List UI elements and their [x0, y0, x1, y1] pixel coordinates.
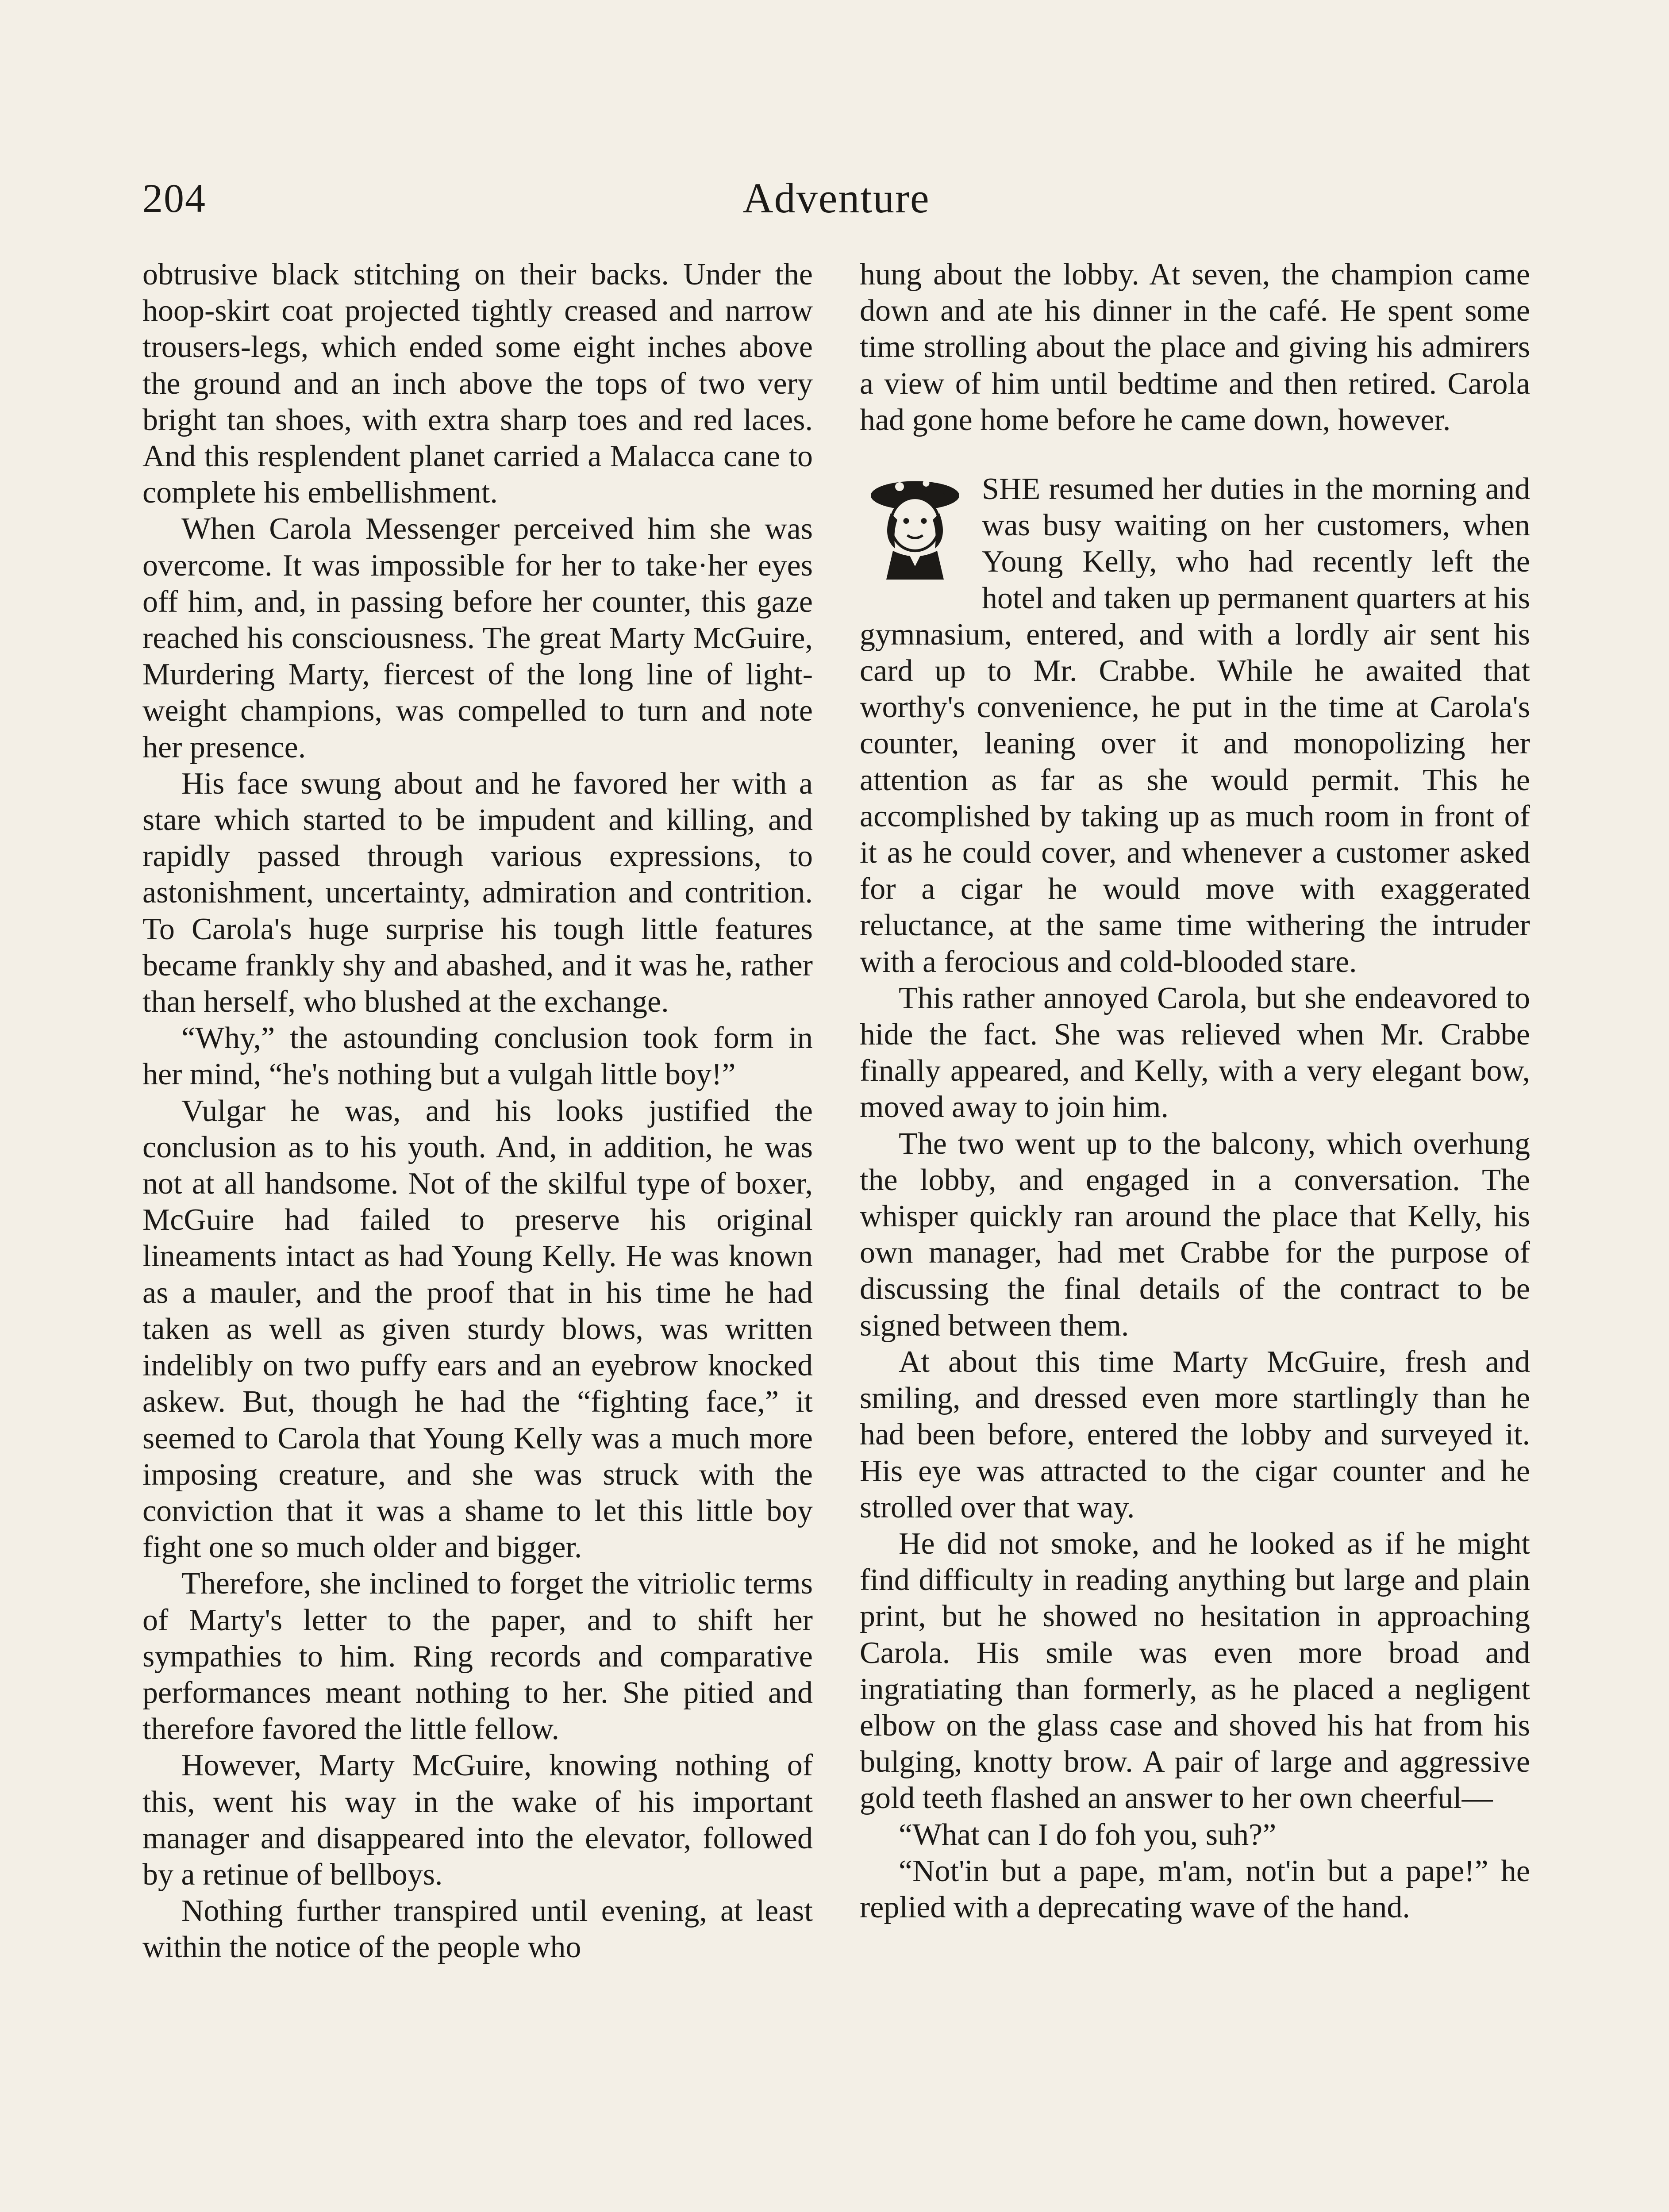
section-opening-paragraph: SHE resumed her duties in the morning and was busy waiting on her customers, when Young Kelly, who had recently left the hotel and taken up permanent quarters at his gymnasium, entered, and with a lordly air sent his card up to Mr. Crabbe. While he awaited that worthy's convenience, he put in the time at Carola's counter, leaning over it and monopolizing her attention as far as she would permit. This he accomplished by taking up as much room in front of it as he could cover, and whenever a customer asked for a cigar he would move with exaggerated reluctance, at the same time withering the intruder with a ferocious and cold-blooded stare.	[860, 472, 1530, 979]
page-number: 204	[142, 176, 206, 221]
page-header	[142, 172, 1530, 229]
paragraph: When Carola Messenger perceived him she was overcome. It was impossible for her to take·her eyes off him, and, in passing before her counter, this gaze reached his consciousness. The great Marty McGuire, Murdering Marty, fiercest of the long line of light-weight champions, was compelled to turn and note her presence.	[142, 512, 813, 764]
paragraph: “Not'in but a pape, m'am, not'in but a pape!” he replied with a deprecating wave of the hand.	[860, 1854, 1530, 1924]
paragraph: Vulgar he was, and his looks justified the conclusion as to his youth. And, in addition, he was not at all handsome. Not of the skilful type of boxer, McGuire had failed to preserve his original lineaments intact as had Young Kelly. He was known as a mauler, and the proof that in his time he had taken as well as given sturdy blows, was written indelibly on two puffy ears and an eyebrow knocked askew. But, though he had the “fighting face,” it seemed to Carola that Young Kelly was a much more imposing creature, and she was struck with the conviction that it was a shame to let this little boy fight one so much older and bigger.	[142, 1094, 813, 1565]
paragraph: Nothing further transpired until evening, at least within the notice of the people who	[142, 1894, 813, 1965]
paragraph: He did not smoke, and he looked as if he might find difficulty in reading anything but large and plain print, but he showed no hesitation in approaching Carola. His smile was even more broad and ingratiating than formerly, as he placed a negligent elbow on the glass case and shoved his hat from his bulging, knotty brow. A pair of large and aggressive gold teeth flashed an answer to her own cheerful—	[860, 1526, 1530, 1816]
woman-in-hat-illustration	[860, 471, 970, 582]
woman-in-hat-icon	[860, 471, 970, 582]
paragraph: His face swung about and he favored her with a stare which started to be impudent and killing, and rapidly passed through various expressions, to astonishment, uncertainty, admiration and contrition. To Carola's huge surprise his tough little features became frankly shy and abashed, and it was he, rather than herself, who blushed at the exchange.	[142, 766, 813, 1019]
right-column	[860, 257, 1530, 1926]
paragraph: “Why,” the astounding conclusion took form in her mind, “he's nothing but a vulgah little boy!”	[142, 1021, 813, 1092]
paragraph: “What can I do foh you, suh?”	[899, 1817, 1277, 1852]
paragraph: This rather annoyed Carola, but she endeavored to hide the fact. She was relieved when Mr. Crabbe finally appeared, and Kelly, with a very elegant bow, moved away to join him.	[860, 981, 1530, 1125]
paragraph: hung about the lobby. At seven, the champion came down and ate his dinner in the café. He spent some time strolling about the place and giving his admirers a view of him until bedtime and then retired. Carola had gone home before he came down, however.	[860, 257, 1530, 437]
running-title: Adventure	[742, 174, 930, 222]
paragraph: The two went up to the balcony, which overhung the lobby, and engaged in a conversation. The whisper quickly ran around the place that Kelly, his own manager, had met Crabbe for the purpose of discussing the final details of the contract to be signed between them.	[860, 1126, 1530, 1343]
paragraph: Therefore, she inclined to forget the vitriolic terms of Marty's letter to the paper, and to shift her sympathies to him. Ring records and comparative performances meant nothing to her. She pitied and therefore favored the little fellow.	[142, 1567, 813, 1747]
section-break	[860, 438, 1530, 471]
paragraph: obtrusive black stitching on their backs. Under the hoop-skirt coat projected tightly creased and narrow trousers-legs, which ended some eight inches above the ground and an inch above the tops of two very bright tan shoes, with extra sharp toes and red laces. And this resplendent planet carried a Malacca cane to complete his embellishment.	[142, 257, 813, 510]
paragraph: At about this time Marty McGuire, fresh and smiling, and dressed even more startlingly than he had been before, entered the lobby and surveyed it. His eye was attracted to the cigar counter and he strolled over that way.	[860, 1344, 1530, 1525]
left-column	[142, 257, 813, 1966]
paragraph: However, Marty McGuire, knowing nothing of this, went his way in the wake of his important manager and disappeared into the elevator, followed by a retinue of bellboys.	[142, 1748, 813, 1892]
